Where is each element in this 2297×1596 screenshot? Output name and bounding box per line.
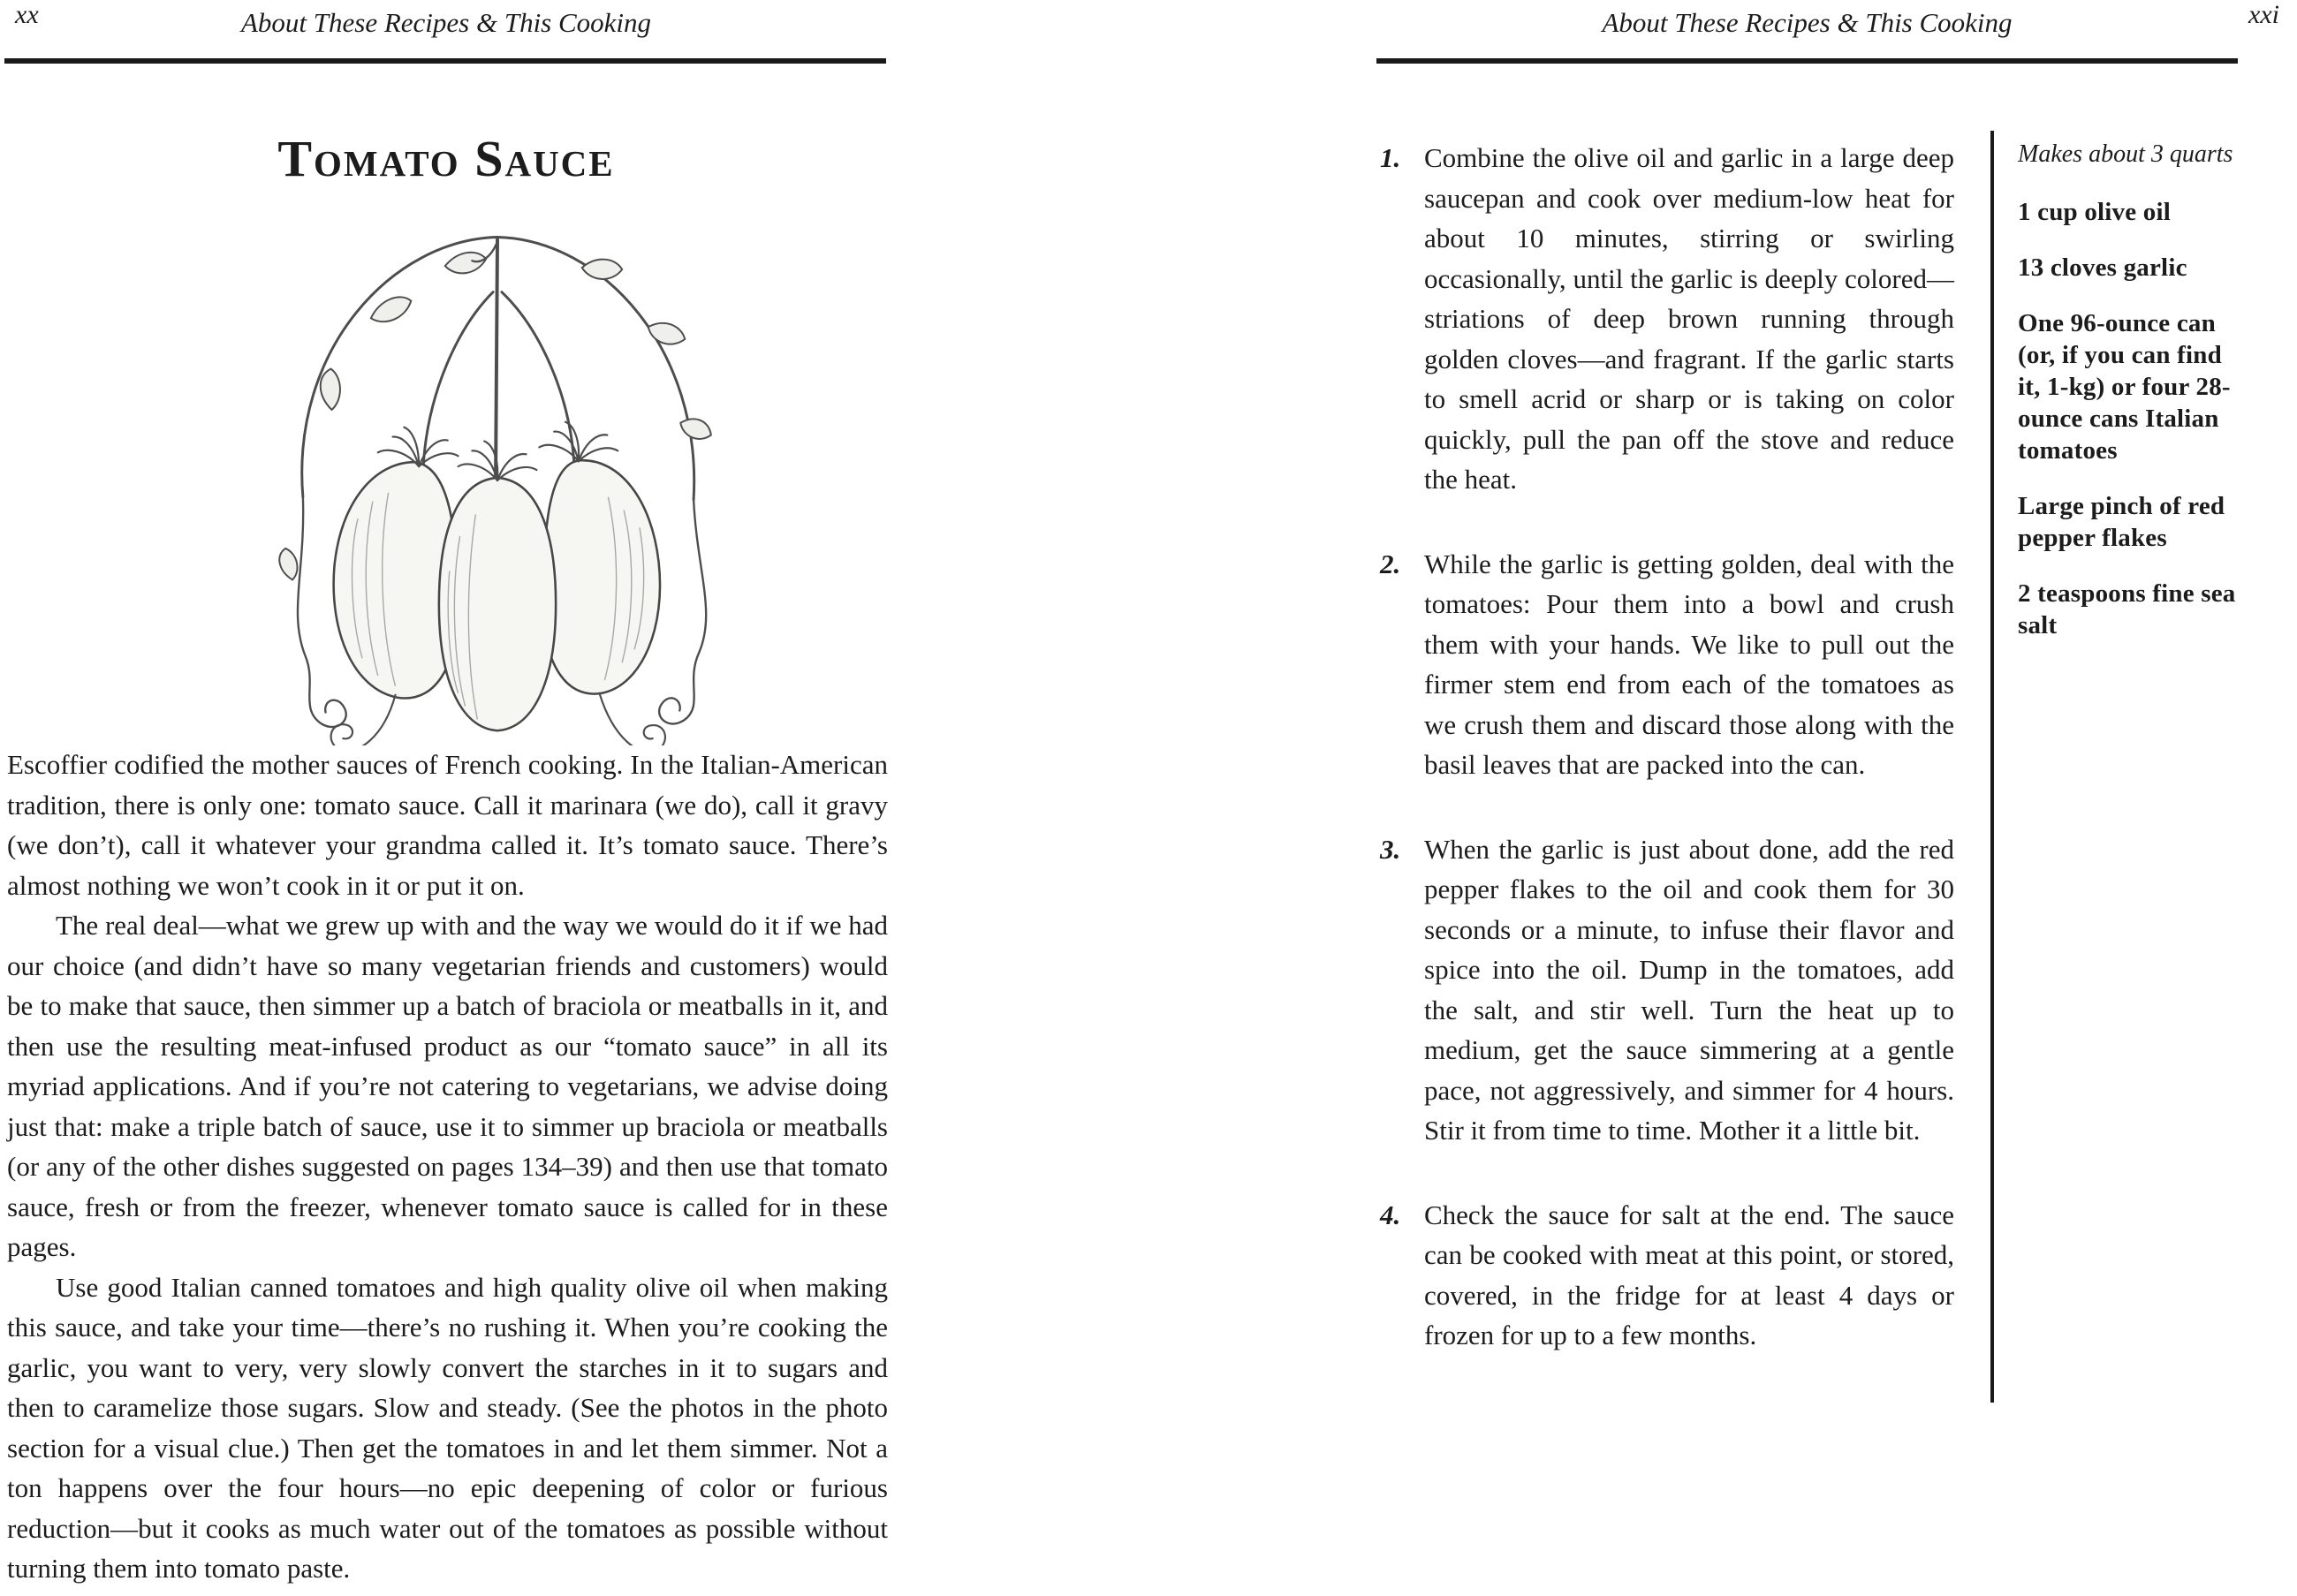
right-running-header — [1376, 4, 2238, 42]
ingredient-olive-oil: 1 cup olive oil — [2018, 198, 2171, 226]
recipe-title: Tomato Sauce — [277, 130, 615, 187]
paragraph-1: Escoffier codified the mother sauces of French cooking. In the Italian-American tradition, there is only one: tomato sauce. Call it marinara (we do), call it gravy (we don’t), call it whatever your grandma called it. It’s tomato sauce. There’s almost nothing we won’t cook in it or put it on. — [7, 749, 888, 901]
calyx-left — [378, 427, 459, 466]
right-header-rule — [1376, 58, 2238, 64]
left-running-header — [4, 4, 888, 42]
step-2-number: 2. — [1380, 548, 1401, 579]
step-3-text: When the garlic is just about done, add the red pepper flakes to the oil and cook them for 30 seconds or a minute, to infuse their flavor and spice into the oil. Dump in the tomatoes, add the salt, and stir well. Turn the heat up to medium, get the sauce simmering at a gentle pace, not aggressively, and simmer for 4 hours. Stir it from time to time. Mother it a little bit. — [1424, 833, 1954, 1146]
recipe-steps — [1380, 138, 1954, 1400]
step-4-number: 4. — [1380, 1199, 1401, 1230]
right-running-header-text: About These Recipes & This Cooking — [1602, 7, 2013, 38]
tomatoes-on-vine-sketch — [237, 205, 758, 745]
ingredient-tomatoes: One 96-ounce can (or, if you can find it, 1-kg) or four 28-ounce cans Italian tomatoes — [2018, 309, 2231, 465]
step-3 — [1380, 829, 1954, 1151]
step-4 — [1380, 1195, 1954, 1356]
left-running-header-text: About These Recipes & This Cooking — [240, 7, 652, 38]
ingredient-sea-salt: 2 teaspoons fine sea salt — [2018, 579, 2236, 639]
ingredient-red-pepper-flakes: Large pinch of red pepper flakes — [2018, 492, 2225, 552]
left-header-rule — [4, 58, 886, 64]
right-page-number: xxi — [2248, 0, 2279, 29]
step-4-text: Check the sauce for salt at the end. The sauce can be cooked with meat at this point, or stored, covered, in the fridge for at least 4 days or frozen for up to a few months. — [1424, 1199, 1954, 1350]
step-1 — [1380, 138, 1954, 500]
step-1-number: 1. — [1380, 142, 1401, 173]
yield-note: Makes about 3 quarts — [2018, 140, 2233, 168]
ingredient-garlic: 13 cloves garlic — [2018, 253, 2187, 282]
step-1-text: Combine the olive oil and garlic in a large deep saucepan and cook over medium-low heat for about 10 minutes, stirring or swirling occasionally, until the garlic is deeply colored—striations of deep brown running through golden cloves—and fragrant. If the garlic starts to smell acrid or sharp or is taking on color quickly, pull the pan off the stove and reduce the heat. — [1424, 142, 1954, 495]
left-page-number: xx — [15, 0, 39, 29]
ingredient-sidebar — [2018, 140, 2246, 665]
paragraph-3: Use good Italian canned tomatoes and high quality olive oil when making this sauce, and take your time—there’s no rushing it. When you’re cooking the garlic, you want to very, very slowly convert the starches in it to sugars and then to caramelize those sugars. Slow and steady. (See the photos in the photo section for a visual clue.) Then get the tomatoes in and let them simmer. Not a ton happens over the four hours—no epic deepening of color or furious reduction—but it cooks as much water out of the tomatoes as possible without turning them into tomato paste. — [7, 1271, 888, 1584]
step-2 — [1380, 544, 1954, 785]
tomato-illustration — [237, 205, 758, 745]
sidebar-divider-rule — [1990, 131, 1994, 1403]
step-3-number: 3. — [1380, 833, 1401, 865]
calyx-right — [539, 422, 618, 461]
left-body-text — [7, 745, 888, 1589]
step-2-text: While the garlic is getting golden, deal with the tomatoes: Pour them into a bowl and crush them with your hands. We like to pull out the firmer stem end from each of the tomatoes as we crush them and discard those along with the basil leaves that are packed into the can. — [1424, 548, 1954, 780]
paragraph-2: The real deal—what we grew up with and the way we would do it if we had our choice (and didn’t have so many vegetarian friends and customers) would be to make that sauce, then simmer up a batch of braciola or meatballs in it, and then use the resulting meat-infused product as our “tomato sauce” in all its myriad applications. And if you’re not catering to vegetarians, we advise doing just that: make a triple batch of sauce, use it to simmer up braciola or meatballs (or any of the other dishes suggested on pages 134–39) and then use that tomato sauce, fresh or from the freezer, whenever tomato sauce is called for in these pages. — [7, 910, 888, 1262]
